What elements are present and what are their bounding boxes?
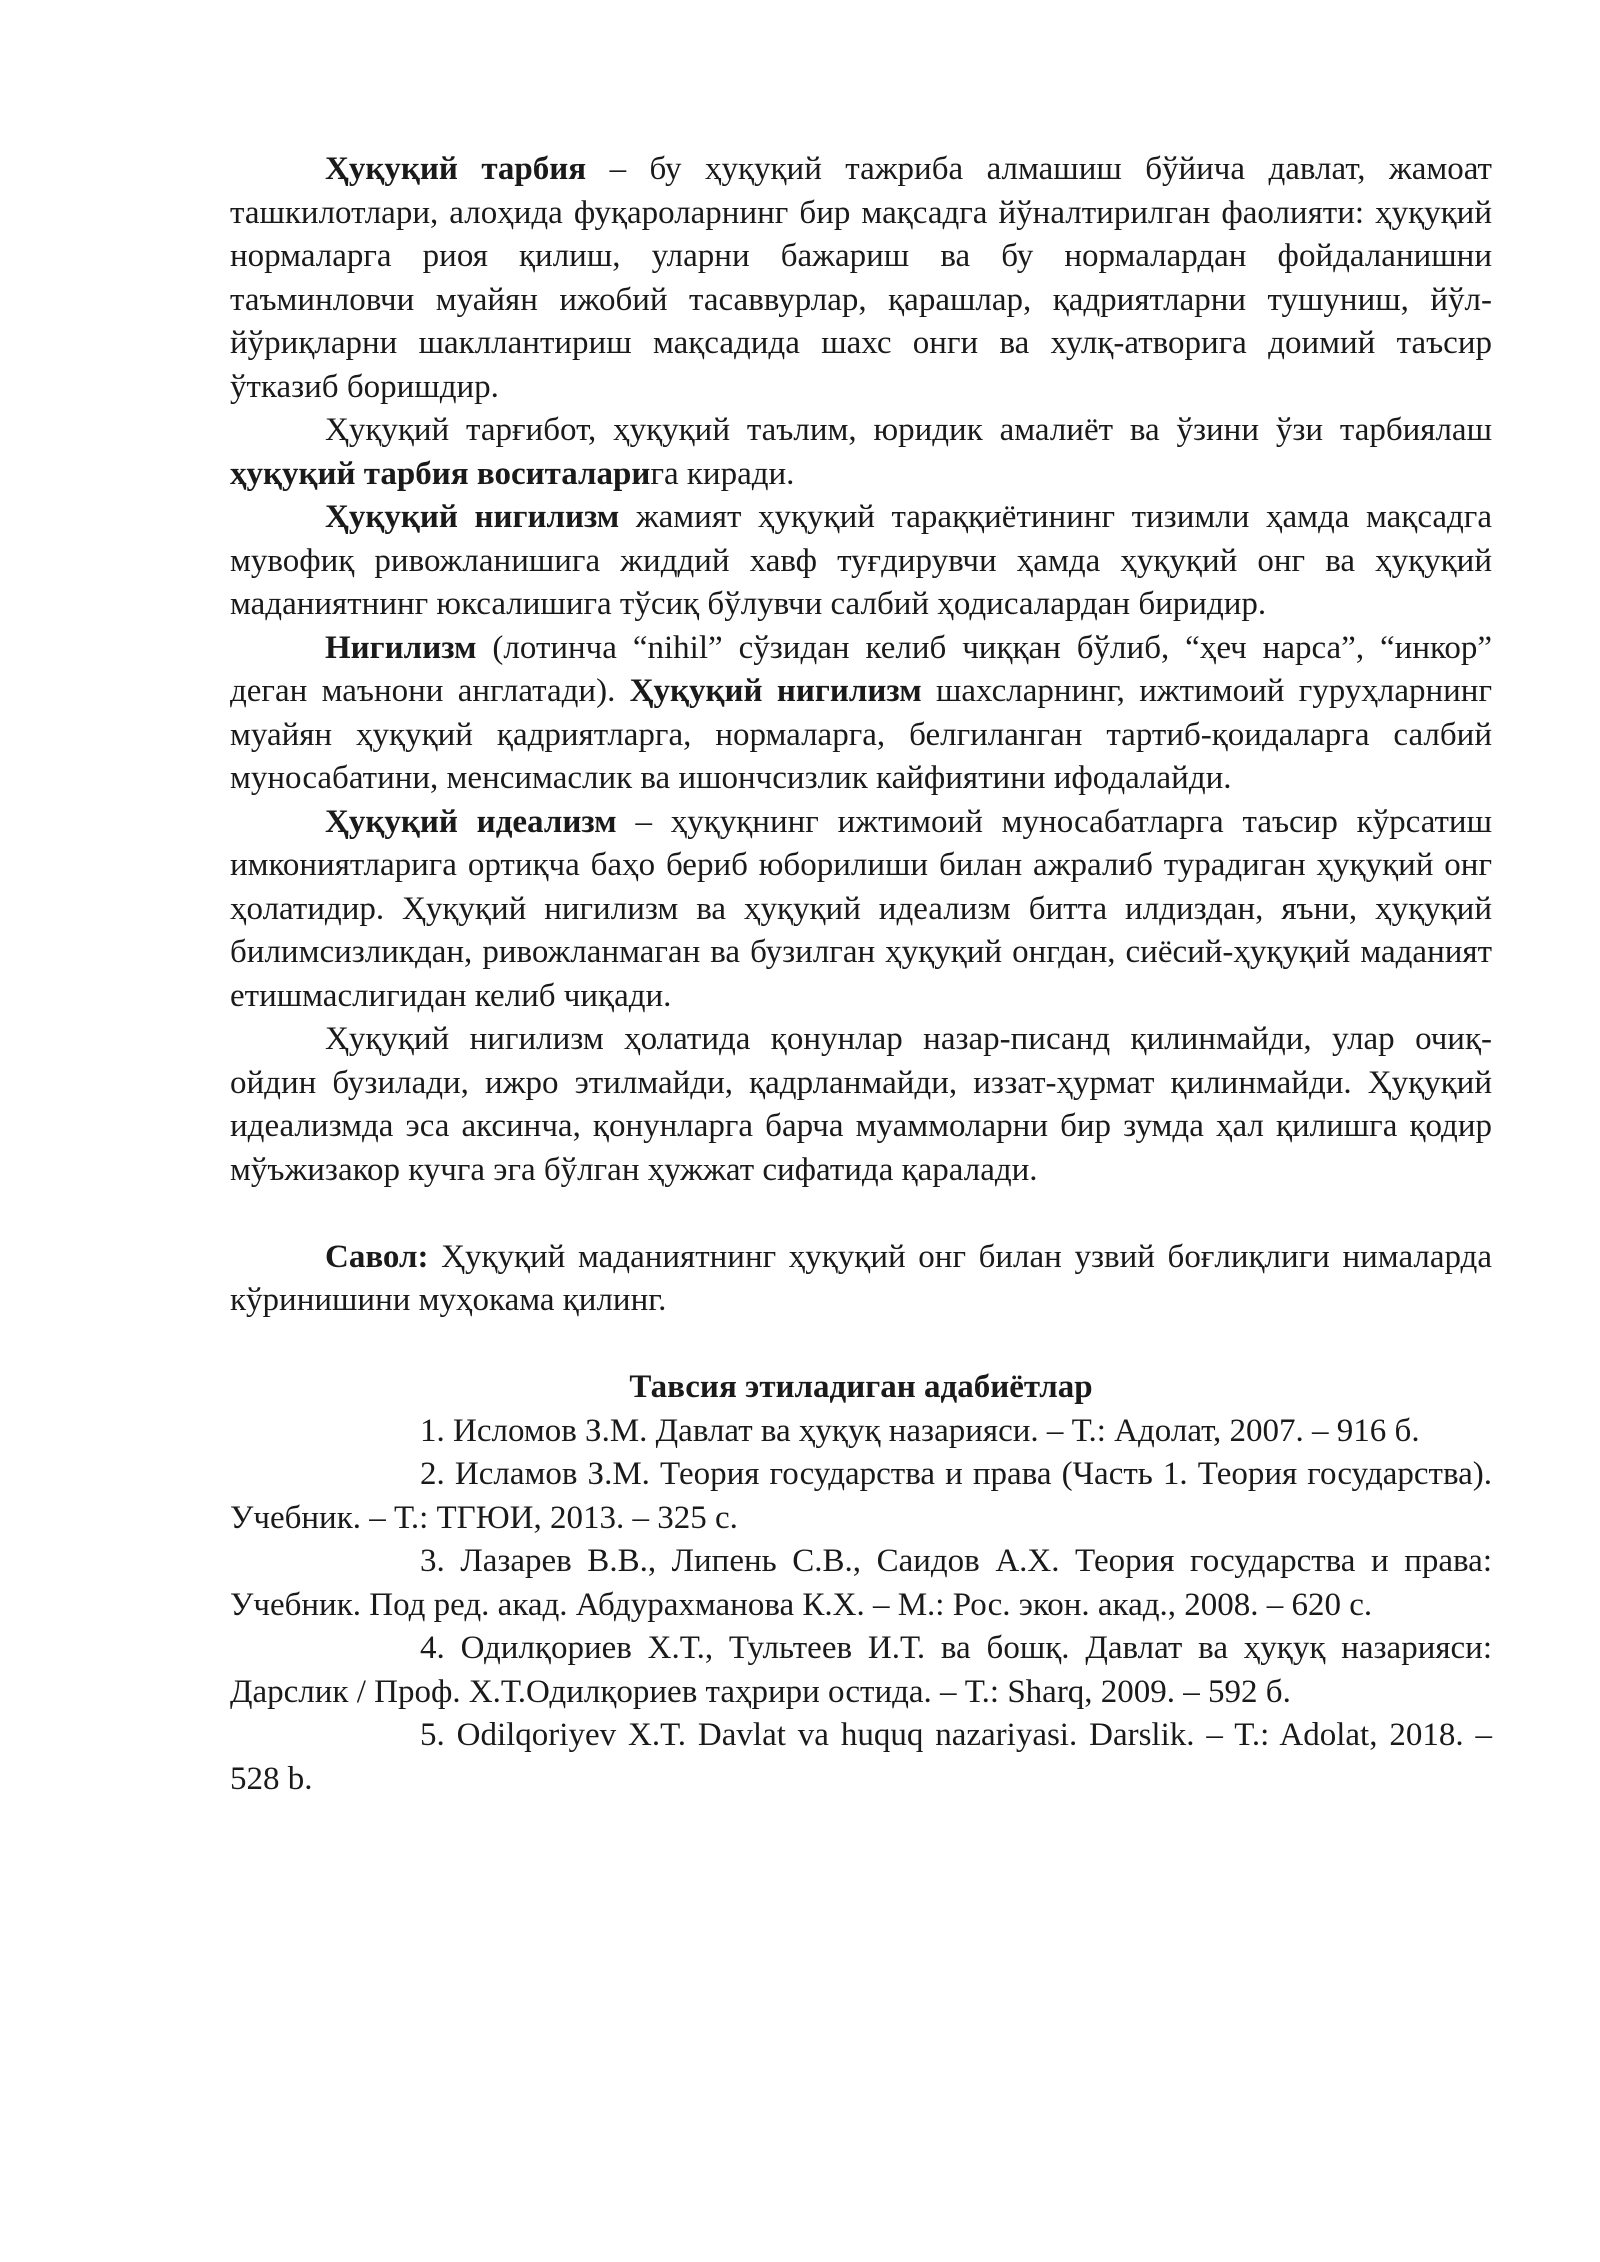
spacer bbox=[230, 1323, 1492, 1367]
reference-item bbox=[230, 1714, 1492, 1801]
reference-number: 5. bbox=[420, 1717, 445, 1753]
reference-number: 2. bbox=[420, 1456, 445, 1492]
paragraph-legal-upbringing bbox=[230, 148, 1492, 409]
reference-text: Одилқориев Х.Т., Тультеев И.Т. ва бошқ. Давлат ва ҳуқуқ назарияси: Дарслик / Проф. Х.Т.Одилқориев таҳрири остида. – Т.: Sharq, 2009. – 592 б. bbox=[230, 1630, 1493, 1710]
term-legal-upbringing: Ҳуқуқий тарбия bbox=[325, 151, 587, 187]
term-upbringing-means: ҳуқуқий тарбия воситалари bbox=[230, 455, 651, 492]
reference-item bbox=[230, 1410, 1492, 1454]
reference-text: Лазарев В.В., Липень С.В., Саидов А.Х. Теория государства и права: Учебник. Под ред. акад. Абдурахманова К.Х. – М.: Рос. экон. акад., 2008. – 620 с. bbox=[230, 1543, 1492, 1623]
spacer bbox=[230, 1192, 1492, 1236]
question-paragraph bbox=[230, 1236, 1492, 1323]
paragraph-text: га киради. bbox=[650, 455, 795, 492]
question-text: Ҳуқуқий маданиятнинг ҳуқуқий онг билан узвий боғлиқлиги нималарда кўринишини муҳокама қилинг. bbox=[230, 1238, 1492, 1318]
term-legal-nihilism: Ҳуқуқий нигилизм bbox=[629, 673, 922, 709]
reference-text: Odilqoriyev X.T. Davlat va huquq nazariyasi. Darslik. – T.: Adolat, 2018. – 528 b. bbox=[230, 1717, 1492, 1797]
references-title: Тавсия этиладиган адабиётлар bbox=[629, 1369, 1093, 1405]
reference-number: 1. bbox=[420, 1412, 445, 1449]
paragraph-legal-idealism bbox=[230, 801, 1492, 1019]
document-page bbox=[230, 148, 1492, 1801]
paragraph-text: жамият ҳуқуқий тараққиётининг тизимли ҳамда мақсадга мувофиқ ривожланишига жиддий хавф туғдирувчи ҳамда ҳуқуқий онг ва ҳуқуқий маданиятнинг юксалишига тўсиқ бўлувчи салбий ҳодисалардан биридир. bbox=[230, 499, 1492, 622]
paragraph-text: – ҳуқуқнинг ижтимоий муносабатларга таъсир кўрсатиш имкониятларига ортиқча баҳо бериб юборилиши билан ажралиб турадиган ҳуқуқий онг ҳолатидир. Ҳуқуқий нигилизм ва ҳуқуқий идеализм битта илдиздан, яъни, ҳуқуқий билимсизликдан, ривожланмаган ва бузилган ҳуқуқий онгдан, сиёсий-ҳуқуқий маданият етишмаслигидан келиб чиқади. bbox=[230, 803, 1492, 1014]
term-nihilism: Нигилизм bbox=[325, 629, 477, 666]
paragraph-text: Ҳуқуқий нигилизм ҳолатида қонунлар назар-писанд қилинмайди, улар очиқ-ойдин бузилади, ижро этилмайди, қадрланмайди, иззат-ҳурмат қилинмайди. Ҳуқуқий идеализмда эса аксинча, қонунларга барча муаммоларни бир зумда ҳал қилишга қодир мўъжизакор кучга эга бўлган ҳужжат сифатида қаралади. bbox=[230, 1021, 1492, 1188]
term-legal-nihilism: Ҳуқуқий нигилизм bbox=[325, 499, 620, 535]
reference-item bbox=[230, 1540, 1492, 1627]
reference-item bbox=[230, 1453, 1492, 1540]
reference-text: Исламов З.М. Теория государства и права (Часть 1. Теория государства). Учебник. – Т.: ТГЮИ, 2013. – 325 с. bbox=[230, 1456, 1493, 1536]
term-legal-idealism: Ҳуқуқий идеализм bbox=[325, 803, 617, 840]
paragraph-text: шахсларнинг, ижтимоий гуруҳларнинг муайян ҳуқуқий қадриятларга, нормаларга, белгиланган тартиб-қоидаларга салбий муносабатини, менсимаслик ва ишончсизлик кайфиятини ифодалайди. bbox=[230, 673, 1493, 796]
paragraph-nihilism-definition bbox=[230, 627, 1492, 801]
paragraph-upbringing-means bbox=[230, 409, 1492, 496]
reference-number: 4. bbox=[420, 1630, 445, 1666]
question-label: Савол: bbox=[325, 1238, 429, 1275]
reference-text: Исломов З.М. Давлат ва ҳуқуқ назарияси. – Т.: Адолат, 2007. – 916 б. bbox=[453, 1412, 1420, 1449]
paragraph-text: – бу ҳуқуқий тажриба алмашиш бўйича давлат, жамоат ташкилотлари, алоҳида фуқароларнинг бир мақсадга йўналтирилган фаолияти: ҳуқуқий нормаларга риоя қилиш, уларни бажариш ва бу нормалардан фойдаланишни таъминловчи муайян ижобий тасаввурлар, қарашлар, қадриятларни тушуниш, йўл-йўриқларни шакллантириш мақсадида шахс онги ва хулқ-атворига доимий таъсир ўтказиб боришдир. bbox=[230, 151, 1492, 405]
reference-number: 3. bbox=[420, 1543, 445, 1579]
paragraph-nihilism-vs-idealism bbox=[230, 1018, 1492, 1192]
reference-item bbox=[230, 1627, 1492, 1714]
paragraph-legal-nihilism bbox=[230, 496, 1492, 627]
paragraph-text: (лотинча “nihil” сўзидан келиб чиққан бўлиб, “ҳеч нарса”, “инкор” деган маънони англатади). bbox=[230, 629, 1492, 709]
paragraph-text: Ҳуқуқий тарғибот, ҳуқуқий таълим, юридик амалиёт ва ўзини ўзи тарбиялаш bbox=[325, 412, 1492, 448]
